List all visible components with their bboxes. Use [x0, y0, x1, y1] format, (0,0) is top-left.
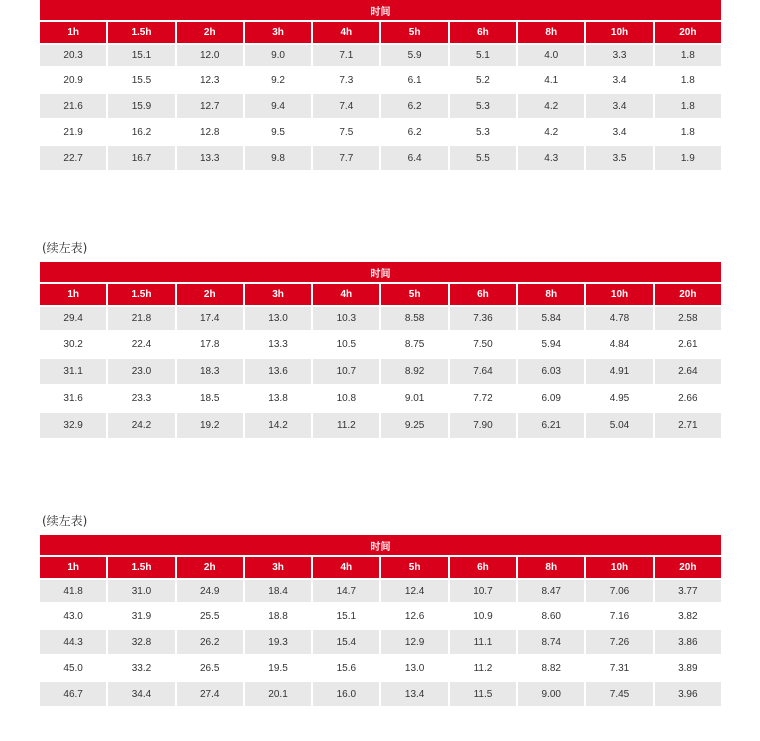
table-cell: 25.5 — [177, 604, 243, 628]
table-cell: 3.4 — [586, 68, 652, 92]
column-header: 20h — [655, 22, 721, 43]
table-cell: 31.6 — [40, 386, 106, 411]
table-cell: 7.5 — [313, 120, 379, 144]
column-header: 10h — [586, 557, 652, 578]
table-cell: 1.8 — [655, 94, 721, 118]
table-cell: 5.9 — [381, 45, 447, 66]
table-row — [40, 45, 721, 66]
column-header: 8h — [518, 284, 584, 305]
table-cell: 15.1 — [108, 45, 174, 66]
column-header: 4h — [313, 284, 379, 305]
table-cell: 9.0 — [245, 45, 311, 66]
table-cell: 8.92 — [381, 359, 447, 384]
table-cell: 4.78 — [586, 307, 652, 330]
table-cell: 7.06 — [586, 580, 652, 602]
table-cell: 31.9 — [108, 604, 174, 628]
table-cell: 5.5 — [450, 146, 516, 170]
table-cell: 18.3 — [177, 359, 243, 384]
table-row — [40, 386, 721, 411]
continued-label: (续左表) — [42, 514, 88, 528]
table-cell: 4.2 — [518, 94, 584, 118]
table-cell: 20.3 — [40, 45, 106, 66]
column-header: 1h — [40, 22, 106, 43]
table-cell: 18.8 — [245, 604, 311, 628]
table-cell: 3.96 — [655, 682, 721, 706]
table-cell: 8.75 — [381, 332, 447, 357]
table-cell: 46.7 — [40, 682, 106, 706]
table-cell: 21.6 — [40, 94, 106, 118]
table-row — [40, 120, 721, 144]
data-table-2 — [38, 260, 723, 440]
table-cell: 20.1 — [245, 682, 311, 706]
group-header: 时间 — [40, 262, 721, 282]
table-cell: 4.3 — [518, 146, 584, 170]
table-cell: 29.4 — [40, 307, 106, 330]
table-cell: 8.47 — [518, 580, 584, 602]
table-cell: 11.2 — [450, 656, 516, 680]
table-cell: 14.7 — [313, 580, 379, 602]
table-cell: 4.2 — [518, 120, 584, 144]
table-cell: 13.6 — [245, 359, 311, 384]
column-header: 8h — [518, 22, 584, 43]
table-cell: 19.5 — [245, 656, 311, 680]
continued-label: (续左表) — [42, 241, 88, 255]
table-cell: 12.9 — [381, 630, 447, 654]
table-cell: 7.31 — [586, 656, 652, 680]
column-header: 1.5h — [108, 22, 174, 43]
table-cell: 33.2 — [108, 656, 174, 680]
table-cell: 17.8 — [177, 332, 243, 357]
column-header: 1.5h — [108, 557, 174, 578]
table-cell: 6.03 — [518, 359, 584, 384]
table-cell: 9.4 — [245, 94, 311, 118]
table-cell: 12.3 — [177, 68, 243, 92]
table-cell: 7.50 — [450, 332, 516, 357]
column-header: 3h — [245, 284, 311, 305]
table-cell: 6.09 — [518, 386, 584, 411]
table-cell: 7.1 — [313, 45, 379, 66]
column-header: 4h — [313, 557, 379, 578]
table-cell: 7.7 — [313, 146, 379, 170]
table-cell: 7.90 — [450, 413, 516, 438]
table-cell: 22.4 — [108, 332, 174, 357]
table-cell: 11.5 — [450, 682, 516, 706]
table-cell: 18.4 — [245, 580, 311, 602]
table-cell: 3.82 — [655, 604, 721, 628]
table-cell: 11.2 — [313, 413, 379, 438]
table-cell: 14.2 — [245, 413, 311, 438]
table-cell: 12.8 — [177, 120, 243, 144]
table-cell: 4.84 — [586, 332, 652, 357]
table-cell: 8.82 — [518, 656, 584, 680]
table-cell: 6.1 — [381, 68, 447, 92]
table-row — [40, 682, 721, 706]
table-cell: 7.64 — [450, 359, 516, 384]
table-cell: 24.2 — [108, 413, 174, 438]
table-cell: 26.5 — [177, 656, 243, 680]
table-row — [40, 307, 721, 330]
table-cell: 31.1 — [40, 359, 106, 384]
column-header: 5h — [381, 22, 447, 43]
table-row — [40, 580, 721, 602]
column-header: 6h — [450, 284, 516, 305]
table-cell: 43.0 — [40, 604, 106, 628]
table-cell: 7.36 — [450, 307, 516, 330]
column-header: 10h — [586, 284, 652, 305]
table-cell: 32.8 — [108, 630, 174, 654]
table-cell: 7.72 — [450, 386, 516, 411]
table-cell: 7.16 — [586, 604, 652, 628]
table-cell: 4.91 — [586, 359, 652, 384]
table-cell: 18.5 — [177, 386, 243, 411]
table-cell: 30.2 — [40, 332, 106, 357]
table-cell: 6.21 — [518, 413, 584, 438]
table-cell: 12.7 — [177, 94, 243, 118]
column-header: 3h — [245, 22, 311, 43]
table-cell: 1.8 — [655, 68, 721, 92]
column-header: 6h — [450, 22, 516, 43]
table-cell: 27.4 — [177, 682, 243, 706]
table-cell: 10.5 — [313, 332, 379, 357]
column-header: 2h — [177, 284, 243, 305]
table-cell: 7.45 — [586, 682, 652, 706]
column-header: 5h — [381, 557, 447, 578]
table-cell: 1.8 — [655, 120, 721, 144]
table-cell: 1.8 — [655, 45, 721, 66]
table-cell: 13.4 — [381, 682, 447, 706]
table-cell: 26.2 — [177, 630, 243, 654]
table-cell: 8.74 — [518, 630, 584, 654]
table-cell: 9.01 — [381, 386, 447, 411]
table-cell: 2.66 — [655, 386, 721, 411]
table-cell: 5.94 — [518, 332, 584, 357]
table-cell: 17.4 — [177, 307, 243, 330]
column-header: 6h — [450, 557, 516, 578]
column-header: 8h — [518, 557, 584, 578]
table-cell: 2.58 — [655, 307, 721, 330]
column-header: 5h — [381, 284, 447, 305]
table-cell: 20.9 — [40, 68, 106, 92]
data-table-3 — [38, 533, 723, 708]
table-cell: 44.3 — [40, 630, 106, 654]
table-cell: 5.2 — [450, 68, 516, 92]
table-cell: 45.0 — [40, 656, 106, 680]
column-header: 2h — [177, 22, 243, 43]
table-row — [40, 359, 721, 384]
table-cell: 13.8 — [245, 386, 311, 411]
table-cell: 10.3 — [313, 307, 379, 330]
column-header: 3h — [245, 557, 311, 578]
table-cell: 31.0 — [108, 580, 174, 602]
column-header: 1.5h — [108, 284, 174, 305]
table-cell: 41.8 — [40, 580, 106, 602]
table-cell: 12.4 — [381, 580, 447, 602]
table-cell: 12.6 — [381, 604, 447, 628]
table-cell: 10.8 — [313, 386, 379, 411]
table-cell: 3.86 — [655, 630, 721, 654]
table-cell: 15.4 — [313, 630, 379, 654]
table-cell: 12.0 — [177, 45, 243, 66]
column-header: 1h — [40, 284, 106, 305]
table-cell: 5.3 — [450, 94, 516, 118]
table-cell: 3.5 — [586, 146, 652, 170]
table-cell: 4.0 — [518, 45, 584, 66]
table-cell: 6.2 — [381, 94, 447, 118]
table-cell: 15.1 — [313, 604, 379, 628]
table-row — [40, 146, 721, 170]
table-cell: 19.2 — [177, 413, 243, 438]
table-cell: 6.2 — [381, 120, 447, 144]
table-cell: 9.25 — [381, 413, 447, 438]
table-cell: 22.7 — [40, 146, 106, 170]
table-cell: 34.4 — [108, 682, 174, 706]
table-cell: 11.1 — [450, 630, 516, 654]
table-cell: 8.60 — [518, 604, 584, 628]
table-row — [40, 604, 721, 628]
table-row — [40, 630, 721, 654]
data-table-1 — [38, 0, 723, 172]
table-cell: 7.3 — [313, 68, 379, 92]
table-cell: 24.9 — [177, 580, 243, 602]
column-header: 10h — [586, 22, 652, 43]
table-row — [40, 68, 721, 92]
table-cell: 8.58 — [381, 307, 447, 330]
table-cell: 23.3 — [108, 386, 174, 411]
table-cell: 16.0 — [313, 682, 379, 706]
table-cell: 13.3 — [177, 146, 243, 170]
table-cell: 32.9 — [40, 413, 106, 438]
table-cell: 9.2 — [245, 68, 311, 92]
table-cell: 10.7 — [450, 580, 516, 602]
column-header: 4h — [313, 22, 379, 43]
table-cell: 16.2 — [108, 120, 174, 144]
table-row — [40, 413, 721, 438]
table-cell: 15.6 — [313, 656, 379, 680]
table-cell: 5.1 — [450, 45, 516, 66]
table-cell: 16.7 — [108, 146, 174, 170]
table-cell: 13.0 — [245, 307, 311, 330]
table-cell: 7.4 — [313, 94, 379, 118]
group-header: 时间 — [40, 0, 721, 20]
table-cell: 9.5 — [245, 120, 311, 144]
table-cell: 9.00 — [518, 682, 584, 706]
column-header: 20h — [655, 284, 721, 305]
table-cell: 3.77 — [655, 580, 721, 602]
table-cell: 3.3 — [586, 45, 652, 66]
table-cell: 21.8 — [108, 307, 174, 330]
column-header: 1h — [40, 557, 106, 578]
table-cell: 19.3 — [245, 630, 311, 654]
table-cell: 1.9 — [655, 146, 721, 170]
column-header: 2h — [177, 557, 243, 578]
column-header: 20h — [655, 557, 721, 578]
table-cell: 2.71 — [655, 413, 721, 438]
table-cell: 15.9 — [108, 94, 174, 118]
table-cell: 5.3 — [450, 120, 516, 144]
table-cell: 3.4 — [586, 120, 652, 144]
table-row — [40, 94, 721, 118]
table-cell: 2.61 — [655, 332, 721, 357]
table-row — [40, 656, 721, 680]
table-cell: 10.9 — [450, 604, 516, 628]
table-cell: 5.04 — [586, 413, 652, 438]
table-cell: 2.64 — [655, 359, 721, 384]
table-cell: 15.5 — [108, 68, 174, 92]
table-cell: 10.7 — [313, 359, 379, 384]
table-cell: 3.89 — [655, 656, 721, 680]
table-cell: 13.3 — [245, 332, 311, 357]
table-cell: 7.26 — [586, 630, 652, 654]
table-cell: 23.0 — [108, 359, 174, 384]
table-cell: 21.9 — [40, 120, 106, 144]
table-cell: 6.4 — [381, 146, 447, 170]
table-cell: 4.95 — [586, 386, 652, 411]
table-cell: 5.84 — [518, 307, 584, 330]
group-header: 时间 — [40, 535, 721, 555]
table-cell: 3.4 — [586, 94, 652, 118]
table-cell: 13.0 — [381, 656, 447, 680]
table-row — [40, 332, 721, 357]
table-cell: 9.8 — [245, 146, 311, 170]
table-cell: 4.1 — [518, 68, 584, 92]
